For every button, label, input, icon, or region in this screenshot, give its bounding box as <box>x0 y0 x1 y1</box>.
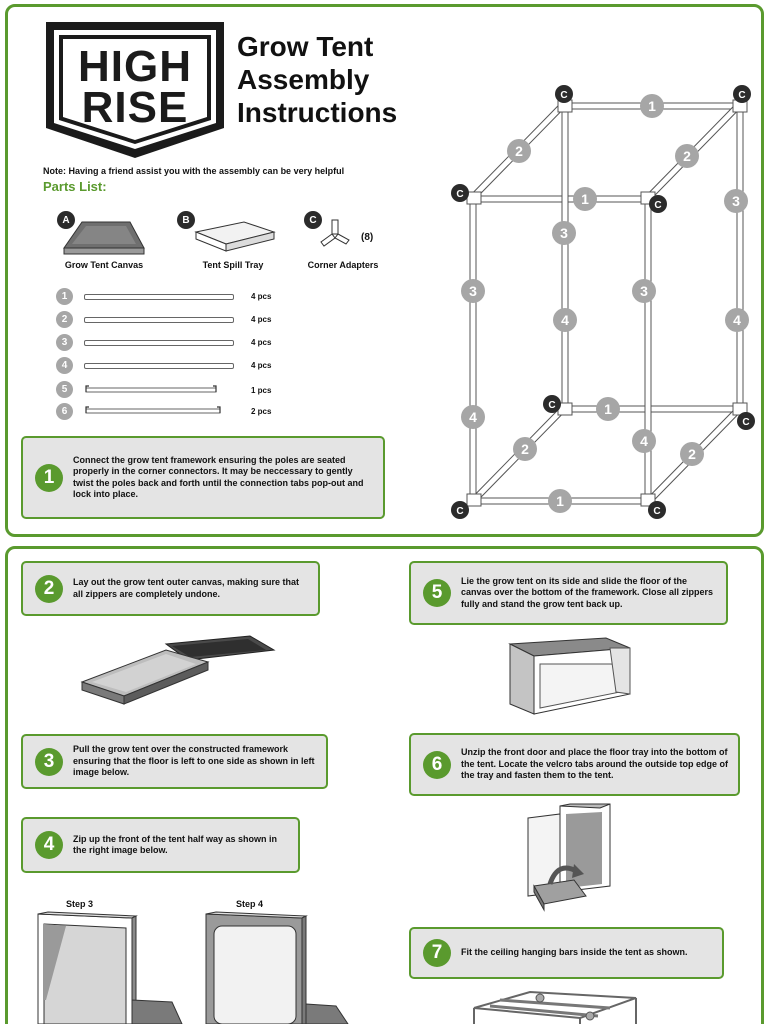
step-1-number: 1 <box>35 464 63 492</box>
corner-label: C <box>738 90 746 101</box>
step-2-text: Lay out the grow tent outer canvas, making sure that all zippers are completely undone. <box>73 577 300 599</box>
pole-2-badge: 2 <box>56 311 73 328</box>
part-a-caption: Grow Tent Canvas <box>64 260 144 270</box>
parts-list-title: Parts List: <box>43 179 107 194</box>
step-7-box <box>409 927 724 979</box>
corner-label: C <box>560 90 568 101</box>
pole-label: 2 <box>515 143 523 159</box>
step-6-number: 6 <box>423 751 451 779</box>
pole-label: 4 <box>469 409 477 425</box>
corner-adapter-icon <box>318 218 354 248</box>
pole-1-badge: 1 <box>56 288 73 305</box>
bar-5-illustration <box>82 382 220 396</box>
corner-label: C <box>456 189 464 200</box>
pole-4-badge: 4 <box>56 357 73 374</box>
pole-1-illustration <box>84 294 234 300</box>
pole-3-badge: 3 <box>56 334 73 351</box>
pole-label: 3 <box>732 193 740 209</box>
part-b-caption: Tent Spill Tray <box>202 260 264 270</box>
pole-2-count: 4 pcs <box>251 315 272 324</box>
frame-diagram <box>440 80 760 530</box>
tent-canvas-illustration <box>60 218 146 258</box>
part-c-badge: C <box>304 211 322 229</box>
bar-6-illustration <box>82 403 224 417</box>
step-3-tent-illustration <box>36 910 186 1024</box>
pole-3-count: 4 pcs <box>251 338 272 347</box>
pole-label: 4 <box>733 312 741 328</box>
step-3-box <box>21 734 328 789</box>
part-b-badge: B <box>177 211 195 229</box>
step-2-box <box>21 561 320 616</box>
assembly-note: Note: Having a friend assist you with the assembly can be very helpful <box>43 166 345 176</box>
step-2-canvas-illustration <box>78 632 278 708</box>
pole-label: 2 <box>521 441 529 457</box>
pole-2-illustration <box>84 317 234 323</box>
step-3-text: Pull the grow tent over the constructed framework ensuring that the floor is left to one side as shown in left image below. <box>73 744 315 778</box>
step-4-image-label: Step 4 <box>236 899 264 909</box>
corner-label: C <box>653 506 661 517</box>
step-4-text: Zip up the front of the tent half way as shown in the right image below. <box>73 833 277 855</box>
corner-label: C <box>456 506 464 517</box>
pole-label: 1 <box>604 401 612 417</box>
step-4-tent-illustration <box>202 910 352 1024</box>
corner-label: C <box>654 200 662 211</box>
pole-label: 2 <box>688 446 696 462</box>
bar-5-badge: 5 <box>56 381 73 398</box>
step-7-hanging-bars-illustration <box>470 988 640 1024</box>
step-7-number: 7 <box>423 939 451 967</box>
corner-label: C <box>742 417 750 428</box>
step-1-text: Connect the grow tent framework ensuring the poles are seated properly in the corner connectors. It may be neccessary to gently twist the poles back and forth until the connection tabs pop-out and lock into place. <box>73 454 364 499</box>
step-4-box <box>21 817 300 873</box>
step-5-tent-side-illustration <box>506 634 636 718</box>
pole-label: 4 <box>561 312 569 328</box>
title-line-2: Assembly <box>237 64 370 95</box>
step-5-text: Lie the grow tent on its side and slide the floor of the canvas over the bottom of the framework. Close all zippers fully and stand the grow tent back up. <box>461 575 714 609</box>
step-4-number: 4 <box>35 831 63 859</box>
title-line-1: Grow Tent <box>237 31 374 62</box>
pole-label: 2 <box>683 148 691 164</box>
pole-3-illustration <box>84 340 234 346</box>
pole-label: 1 <box>556 493 564 509</box>
step-6-box <box>409 733 740 796</box>
logo-text-rise: RISE <box>81 83 189 132</box>
pole-label: 1 <box>648 98 656 114</box>
pole-label: 3 <box>560 225 568 241</box>
pole-4-illustration <box>84 363 234 369</box>
step-6-tray-illustration <box>520 802 616 914</box>
page-title <box>237 30 397 129</box>
step-3-image-label: Step 3 <box>66 899 94 909</box>
corner-label: C <box>548 400 556 411</box>
step-2-number: 2 <box>35 575 63 603</box>
corner-adapter-qty: (8) <box>361 232 374 243</box>
pole-label: 1 <box>581 191 589 207</box>
bar-6-count: 2 pcs <box>251 407 272 416</box>
part-a-badge: A <box>57 211 75 229</box>
pole-1-count: 4 pcs <box>251 292 272 301</box>
pole-4-count: 4 pcs <box>251 361 272 370</box>
pole-label: 4 <box>640 433 648 449</box>
step-5-box <box>409 561 728 625</box>
pole-label: 3 <box>640 283 648 299</box>
spill-tray-illustration <box>192 218 276 256</box>
pole-label: 3 <box>469 283 477 299</box>
part-c-caption: Corner Adapters <box>307 260 379 270</box>
step-1-box <box>21 436 385 519</box>
step-6-text: Unzip the front door and place the floor tray into the bottom of the tent. Locate the velcro tabs around the outside top edge of the tray and fasten them to the tent. <box>461 747 729 781</box>
high-rise-logo <box>44 20 226 160</box>
logo-text-high: HIGH <box>78 42 192 91</box>
bar-6-badge: 6 <box>56 403 73 420</box>
bar-5-count: 1 pcs <box>251 386 272 395</box>
step-3-number: 3 <box>35 748 63 776</box>
title-line-3: Instructions <box>237 97 398 128</box>
step-5-number: 5 <box>423 579 451 607</box>
step-7-text: Fit the ceiling hanging bars inside the tent as shown. <box>461 947 688 958</box>
